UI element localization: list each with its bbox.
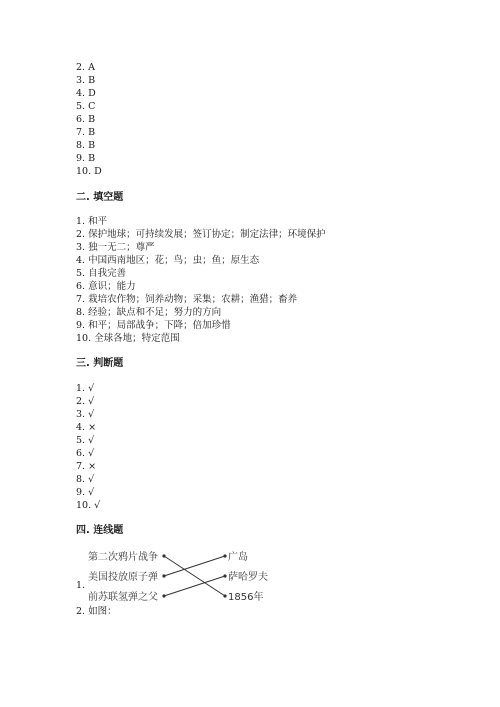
match-left-1: 第二次鸦片战争 <box>88 552 158 563</box>
judge-answer-8: 8. √ <box>76 474 95 485</box>
judge-answer-10: 10. √ <box>76 500 101 511</box>
judge-answer-7: 7. × <box>76 461 97 472</box>
choice-answer-7: 7. B <box>76 127 96 138</box>
fill-answer-4: 4. 中国西南地区；花；鸟；虫；鱼；原生态 <box>76 255 260 266</box>
judge-answer-1: 1. √ <box>76 383 95 394</box>
match-left-3: 前苏联氢弹之父 <box>88 592 158 603</box>
judge-answer-6: 6. √ <box>76 448 95 459</box>
matching-item-2: 2. 如图： <box>76 606 117 617</box>
fill-blank-heading: 二. 填空题 <box>76 192 124 203</box>
match-right-2: 萨哈罗夫 <box>228 572 268 583</box>
fill-answer-1: 1. 和平 <box>76 216 108 227</box>
fill-answer-5: 5. 自我完善 <box>76 268 127 279</box>
fill-answer-9: 9. 和平；局部战争；下降；倍加珍惜 <box>76 320 231 331</box>
choice-answer-9: 9. B <box>76 153 96 164</box>
judge-answer-3: 3. √ <box>76 409 95 420</box>
choice-answer-3: 3. B <box>76 75 96 86</box>
match-right-1: 广岛 <box>228 552 248 563</box>
fill-answer-3: 3. 独一无二；尊严 <box>76 242 155 253</box>
fill-answer-6: 6. 意识；能力 <box>76 281 136 292</box>
judge-answer-5: 5. √ <box>76 435 95 446</box>
match-left-2: 美国投放原子弹 <box>88 572 158 583</box>
judge-answer-4: 4. × <box>76 422 97 433</box>
match-line-3 <box>164 576 225 596</box>
fill-answer-10: 10. 全球各地；特定范围 <box>76 333 180 344</box>
choice-answer-5: 5. C <box>76 101 96 112</box>
choice-answer-10: 10. D <box>76 166 102 177</box>
judge-answer-9: 9. √ <box>76 487 95 498</box>
choice-answer-4: 4. D <box>76 88 96 99</box>
match-line-1 <box>164 556 225 596</box>
judge-answer-2: 2. √ <box>76 396 95 407</box>
fill-answer-8: 8. 经验；缺点和不足；努力的方向 <box>76 307 222 318</box>
fill-answer-2: 2. 保护地球；可持续发展；签订协定；制定法律；环境保护 <box>76 229 326 240</box>
matching-heading: 四. 连线题 <box>76 525 124 536</box>
judge-heading: 三. 判断题 <box>76 358 124 369</box>
matching-item-1-number: 1. <box>76 580 86 591</box>
choice-answer-6: 6. B <box>76 114 96 125</box>
fill-answer-7: 7. 栽培农作物；饲养动物；采集；农耕；渔猎；畜养 <box>76 294 298 305</box>
match-right-3: 1856年 <box>228 592 264 603</box>
matching-diagram <box>82 545 302 607</box>
choice-answer-2: 2. A <box>76 62 95 73</box>
choice-answer-8: 8. B <box>76 140 96 151</box>
match-line-2 <box>164 556 225 576</box>
